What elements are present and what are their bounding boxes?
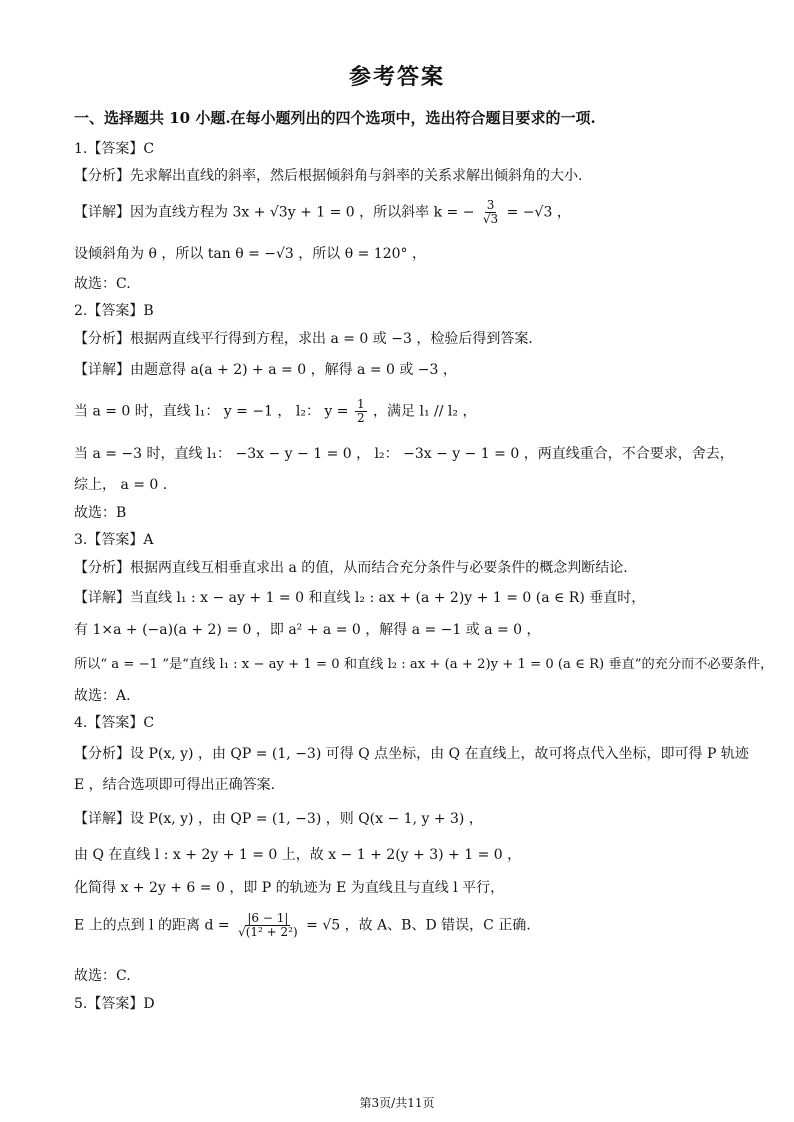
q3-detail: 【详解】当直线 l₁ : x − ay + 1 = 0 和直线 l₂ : ax + (a + 2)y + 1 = 0 (a ∈ R) 垂直时， [74, 590, 646, 606]
q4-detail: 【详解】设 P(x, y) ，由 QP = (1, −3) ，则 Q(x − 1, y + 3) ， [74, 811, 483, 827]
q1-fraction [481, 199, 500, 226]
q4-line3: 化简得 x + 2y + 6 = 0 ，即 P 的轨迹为 E 为直线且与直线 l 平行， [74, 880, 505, 896]
q1-frac-num: 3 [486, 198, 495, 212]
q4-dist-text-b: = √5 ，故 A、B、D 错误，C 正确. [306, 917, 531, 934]
q2-case1-text-a: 当 a = 0 时，直线 l₁： y = −1 ， l₂： y = [74, 403, 349, 420]
q4-distance [74, 912, 531, 939]
q2-analysis: 【分析】根据两直线平行得到方程，求出 a = 0 或 −3 ，检验后得到答案. [74, 331, 533, 347]
q3-analysis: 【分析】根据两直线互相垂直求出 a 的值，从而结合充分条件与必要条件的概念判断结论. [74, 560, 628, 576]
q2-case1-text-b: ，满足 l₁ // l₂ ， [373, 403, 477, 420]
q2-frac-num: 1 [356, 397, 365, 411]
q2-case1 [74, 398, 476, 425]
q1-detail-text-b: = −√3 ， [506, 204, 571, 221]
q1-detail-text-a: 【详解】因为直线方程为 3x + √3y + 1 = 0 ，所以斜率 k = − [74, 204, 475, 221]
q3-line2: 有 1×a + (−a)(a + 2) = 0 ，即 a² + a = 0 ，解得 a = −1 或 a = 0 ， [74, 622, 541, 638]
q5-answer: 5.【答案】D [74, 996, 155, 1012]
q4-fraction [236, 912, 300, 939]
q4-analysis: 【分析】设 P(x, y) ，由 QP = (1, −3) 可得 Q 点坐标，由 Q 在直线上，故可将点代入坐标，即可得 P 轨迹 [74, 746, 749, 762]
q3-answer: 3.【答案】A [74, 532, 154, 548]
q2-fraction [355, 398, 367, 425]
q4-dist-text-a: E 上的点到 l 的距离 d = [74, 917, 230, 934]
page-footer: 第3页/共11页 [359, 1096, 435, 1110]
q4-choose: 故选：C. [74, 968, 131, 984]
q1-frac-den: √3 [482, 212, 499, 227]
q2-detail: 【详解】由题意得 a(a + 2) + a = 0 ，解得 a = 0 或 −3 ， [74, 362, 457, 378]
q2-frac-den: 2 [356, 411, 365, 426]
q2-case2: 当 a = −3 时，直线 l₁： −3x − y − 1 = 0 ， l₂： −3x − y − 1 = 0 ，两直线重合，不合要求，舍去， [74, 446, 734, 462]
q4-analysis2: E ，结合选项即可得出正确答案. [74, 777, 276, 793]
q1-detail [74, 199, 571, 226]
q1-answer: 1.【答案】C [74, 141, 155, 157]
q2-summary: 综上， a = 0 . [74, 477, 168, 493]
section-heading: 一、选择题共 10 小题.在每小题列出的四个选项中，选出符合题目要求的一项. [74, 109, 596, 127]
q1-line2: 设倾斜角为 θ ，所以 tan θ = −√3 ，所以 θ = 120° ， [74, 246, 426, 262]
q4-answer: 4.【答案】C [74, 715, 155, 731]
q3-choose: 故选：A. [74, 688, 131, 704]
q4-line2: 由 Q 在直线 l : x + 2y + 1 = 0 上，故 x − 1 + 2(y + 3) + 1 = 0 ， [74, 847, 522, 863]
q1-choose: 故选：C. [74, 276, 131, 292]
q4-frac-den: √(1² + 2²) [238, 925, 298, 940]
q4-frac-num: |6 − 1| [247, 911, 289, 925]
q2-answer: 2.【答案】B [74, 303, 154, 319]
q3-line3: 所以“ a = −1 ”是“直线 l₁ : x − ay + 1 = 0 和直线 l₂ : ax + (a + 2)y + 1 = 0 (a ∈ R) 垂直”的充分而不必要条件， [74, 657, 774, 672]
q2-choose: 故选：B [74, 505, 127, 521]
page-title: 参考答案 [348, 64, 445, 90]
q1-analysis: 【分析】先求解出直线的斜率，然后根据倾斜角与斜率的关系求解出倾斜角的大小. [74, 168, 583, 184]
